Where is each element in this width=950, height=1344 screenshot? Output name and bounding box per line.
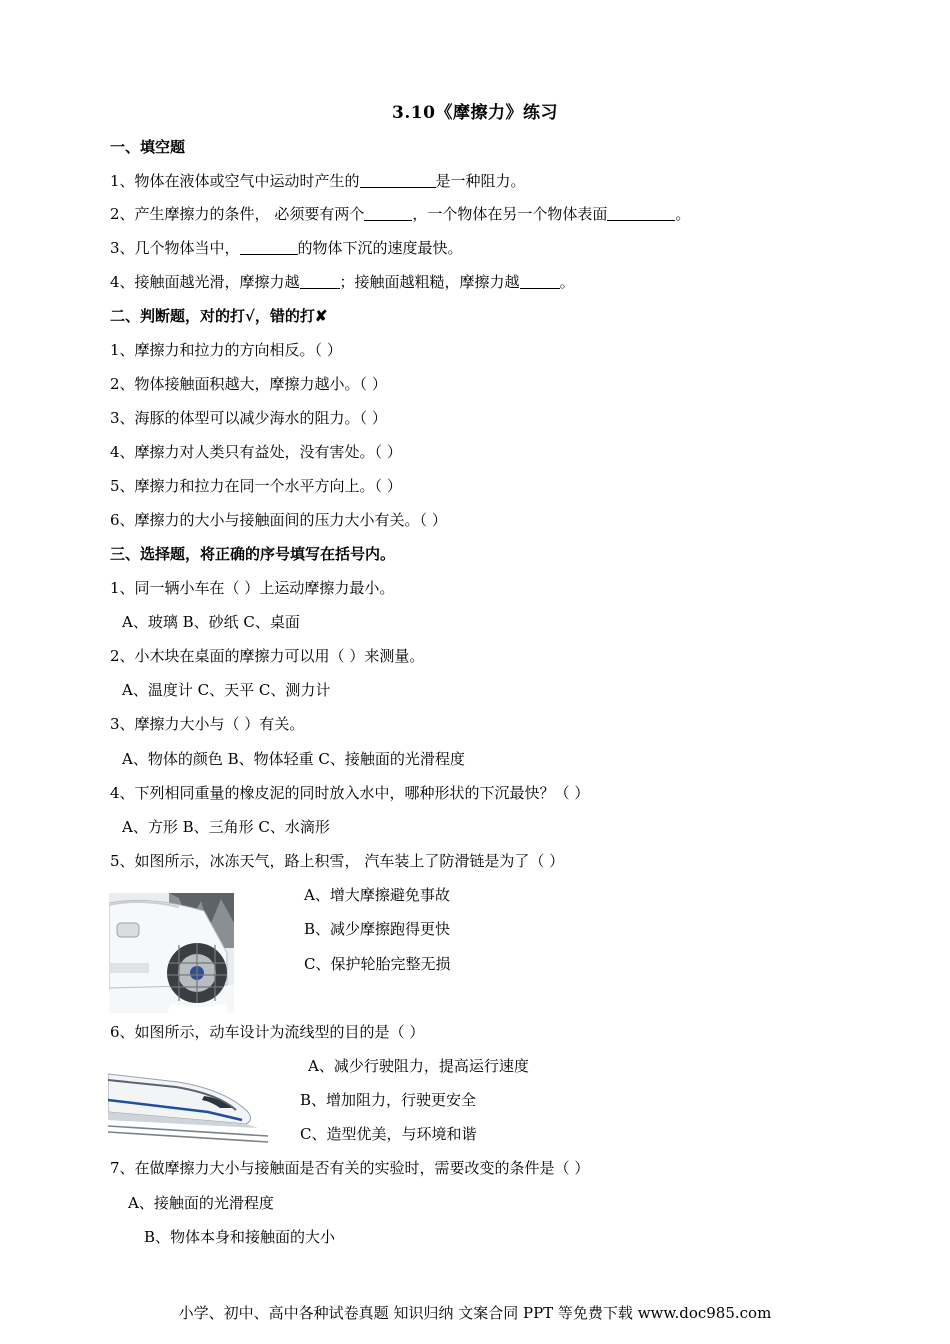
choice-question-2: 2、小木块在桌面的摩擦力可以用（ ）来测量。 <box>110 647 425 665</box>
choice-5-option-c: C、保护轮胎完整无损 <box>304 955 451 973</box>
choice-5-option-a: A、增大摩擦避免事故 <box>304 886 450 904</box>
answer-blank <box>607 206 675 221</box>
judge-item: 6、摩擦力的大小与接触面间的压力大小有关。（ ） <box>110 511 447 529</box>
choice-5-option-b: B、减少摩擦跑得更快 <box>304 920 451 938</box>
choice-6-option-b: B、增加阻力，行驶更安全 <box>300 1091 477 1109</box>
fill-question-4 <box>110 272 575 292</box>
fill-q3-after: 的物体下沉的速度最快。 <box>297 239 463 257</box>
answer-blank <box>364 206 412 221</box>
snow-chain-car-image <box>109 893 234 1013</box>
fill-q2-after: 。 <box>675 205 691 223</box>
choice-question-5: 5、如图所示，冰冻天气，路上积雪， 汽车装上了防滑链是为了（ ） <box>110 852 565 870</box>
answer-blank <box>240 240 298 255</box>
choice-7-option-a: A、接触面的光滑程度 <box>128 1194 274 1212</box>
fill-question-2 <box>110 204 690 224</box>
choice-options-2: A、温度计 C、天平 C、测力计 <box>122 681 331 699</box>
bullet-train-image <box>108 1060 268 1144</box>
fill-q3-before: 3、几个物体当中， <box>110 239 240 257</box>
page-footer: 小学、初中、高中各种试卷真题 知识归纳 文案合同 PPT 等免费下载 www.doc985.com <box>178 1304 772 1322</box>
fill-question-1 <box>110 171 526 191</box>
choice-question-4: 4、下列相同重量的橡皮泥的同时放入水中，哪种形状的下沉最快？（ ） <box>110 784 590 802</box>
fill-q4-after: 。 <box>559 273 575 291</box>
choice-options-3: A、物体的颜色 B、物体轻重 C、接触面的光滑程度 <box>122 750 465 768</box>
choice-question-6: 6、如图所示，动车设计为流线型的目的是（ ） <box>110 1023 425 1041</box>
section-choice-heading: 三、选择题，将正确的序号填写在括号内。 <box>110 545 396 563</box>
judge-item: 3、海豚的体型可以减少海水的阻力。（ ） <box>110 409 387 427</box>
answer-blank <box>300 274 340 289</box>
fill-q4-before: 4、接触面越光滑，摩擦力越 <box>110 273 300 291</box>
choice-question-3: 3、摩擦力大小与（ ）有关。 <box>110 715 305 733</box>
judge-item: 2、物体接触面积越大，摩擦力越小。（ ） <box>110 375 387 393</box>
choice-question-7: 7、在做摩擦力大小与接触面是否有关的实验时，需要改变的条件是（ ） <box>110 1159 590 1177</box>
section-judge-heading: 二、判断题，对的打√，错的打✘ <box>110 307 328 325</box>
choice-options-1: A、玻璃 B、砂纸 C、桌面 <box>122 613 300 631</box>
choice-question-1: 1、同一辆小车在（ ）上运动摩擦力最小。 <box>110 579 395 597</box>
fill-q2-before: 2、产生摩擦力的条件， 必须要有两个 <box>110 205 365 223</box>
page-title: 3.10《摩擦力》练习 <box>392 103 558 123</box>
section-fill-heading: 一、填空题 <box>110 138 186 156</box>
choice-6-option-c: C、造型优美，与环境和谐 <box>300 1125 477 1143</box>
judge-item: 5、摩擦力和拉力在同一个水平方向上。（ ） <box>110 477 402 495</box>
answer-blank <box>520 274 560 289</box>
judge-item: 4、摩擦力对人类只有益处，没有害处。（ ） <box>110 443 402 461</box>
judge-item: 1、摩擦力和拉力的方向相反。（ ） <box>110 341 342 359</box>
fill-q2-mid: ，一个物体在另一个物体表面 <box>412 205 608 223</box>
fill-q4-mid: ；接触面越粗糙，摩擦力越 <box>339 273 520 291</box>
fill-question-3 <box>110 238 463 258</box>
fill-q1-after: 是一种阻力。 <box>435 172 526 190</box>
choice-6-option-a: A、减少行驶阻力，提高运行速度 <box>308 1057 529 1075</box>
choice-options-4: A、方形 B、三角形 C、水滴形 <box>122 818 330 836</box>
answer-blank <box>360 173 436 188</box>
fill-q1-before: 1、物体在液体或空气中运动时产生的 <box>110 172 360 190</box>
choice-7-option-b: B、物体本身和接触面的大小 <box>144 1228 336 1246</box>
